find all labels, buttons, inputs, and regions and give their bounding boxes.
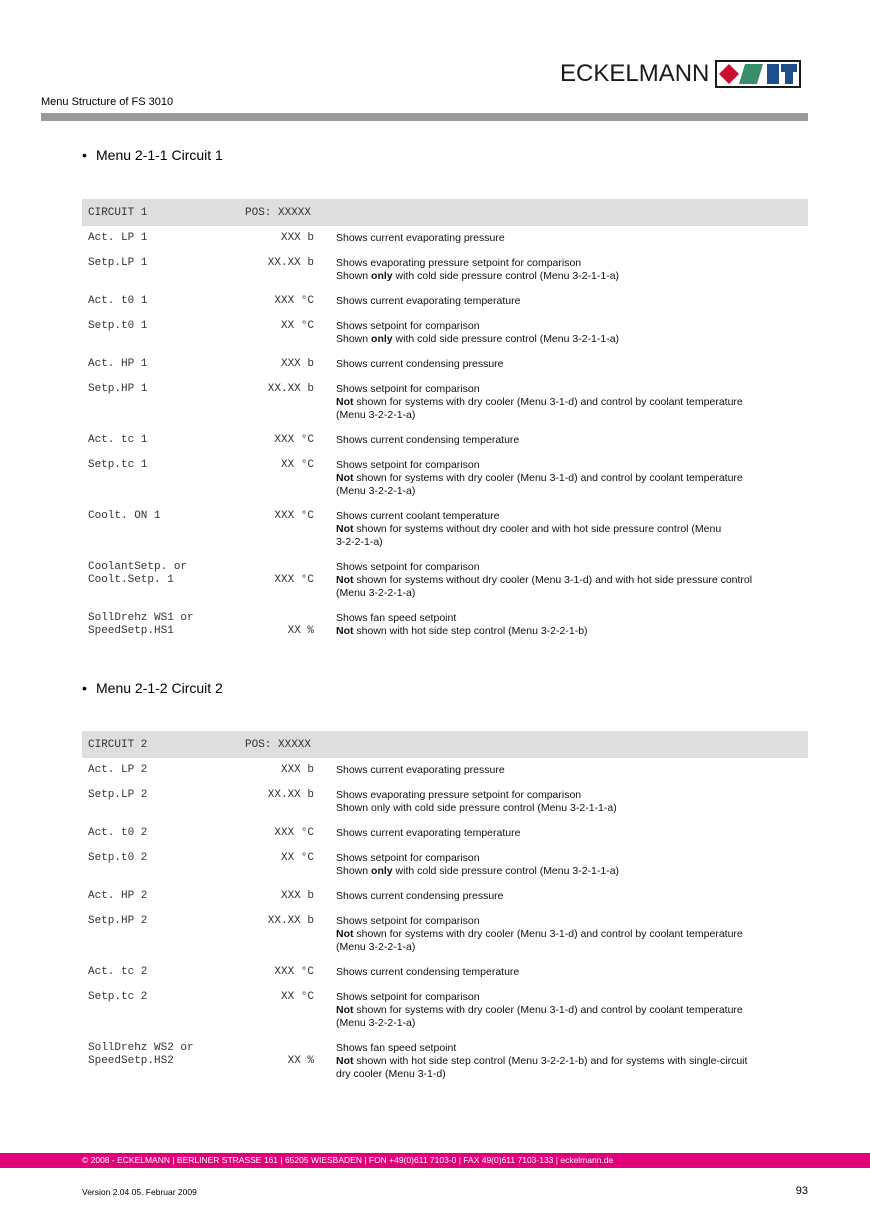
row-label: Act. HP 1 xyxy=(88,358,148,370)
brand-name: ECKELMANN xyxy=(560,60,710,87)
row-label: Setp.t0 2 xyxy=(88,852,148,864)
table-header-pos: POS: XXXXX xyxy=(245,739,312,751)
section-title-circuit-1 xyxy=(82,147,223,163)
row-description xyxy=(336,890,806,903)
row-value: XXX b xyxy=(280,358,314,370)
description-line: Shown only with cold side pressure control (Menu 3-2-1-1-a) xyxy=(336,802,617,814)
menu-table-circuit-1 xyxy=(82,199,808,637)
description-line: 3-2-2-1-a) xyxy=(336,536,383,548)
table-header xyxy=(82,199,808,226)
table-row xyxy=(82,789,808,815)
bullet-icon: • xyxy=(82,147,87,163)
table-row xyxy=(82,991,808,1030)
description-line: dry cooler (Menu 3-1-d) xyxy=(336,1068,446,1080)
table-row xyxy=(82,434,808,447)
table-row xyxy=(82,1042,808,1081)
table-header-label: CIRCUIT 2 xyxy=(88,739,148,751)
row-label: Act. t0 2 xyxy=(88,827,148,839)
description-line: Shows setpoint for comparison xyxy=(336,991,480,1003)
row-description xyxy=(336,232,806,245)
row-description xyxy=(336,789,806,815)
row-value: XXX °C xyxy=(274,295,314,307)
row-label: Setp.tc 1 xyxy=(88,459,148,471)
row-label: Act. HP 2 xyxy=(88,890,148,902)
row-value: XXX b xyxy=(280,232,314,244)
description-line: Shows current evaporating pressure xyxy=(336,232,505,244)
row-label: SollDrehz WS1 or SpeedSetp.HS1 xyxy=(88,612,194,637)
row-description xyxy=(336,612,806,638)
page-number: 93 xyxy=(795,1185,808,1197)
description-line: Not shown with hot side step control (Menu 3-2-2-1-b) and for systems with single-circuit xyxy=(336,1055,748,1067)
description-line: Shows current evaporating temperature xyxy=(336,827,521,839)
description-line: Not shown for systems without dry cooler (Menu 3-1-d) and with hot side pressure control xyxy=(336,574,753,586)
row-description xyxy=(336,561,806,600)
row-value: XXX °C xyxy=(274,510,314,522)
description-line: Shows current evaporating pressure xyxy=(336,764,505,776)
table-header-label: CIRCUIT 1 xyxy=(88,207,148,219)
row-label: Setp.HP 2 xyxy=(88,915,148,927)
row-value: XXX °C xyxy=(274,827,314,839)
description-line: Shows setpoint for comparison xyxy=(336,852,480,864)
description-line: Shows fan speed setpoint xyxy=(336,1042,457,1054)
table-row xyxy=(82,561,808,600)
row-label: Act. LP 2 xyxy=(88,764,148,776)
row-value: XXX °C xyxy=(274,966,314,978)
table-row xyxy=(82,257,808,283)
description-line: Not shown for systems with dry cooler (Menu 3-1-d) and control by coolant temperature xyxy=(336,928,743,940)
row-description xyxy=(336,459,806,498)
row-label: Act. t0 1 xyxy=(88,295,148,307)
table-row xyxy=(82,827,808,840)
row-description xyxy=(336,827,806,840)
row-label: Setp.tc 2 xyxy=(88,991,148,1003)
table-row xyxy=(82,295,808,308)
table-row xyxy=(82,358,808,371)
description-line: Not shown with hot side step control (Menu 3-2-2-1-b) xyxy=(336,625,588,637)
row-label: Act. LP 1 xyxy=(88,232,148,244)
description-line: Not shown for systems with dry cooler (Menu 3-1-d) and control by coolant temperature xyxy=(336,1004,743,1016)
description-line: (Menu 3-2-2-1-a) xyxy=(336,941,416,953)
description-line: Shows current condensing pressure xyxy=(336,358,504,370)
description-line: Shown only with cold side pressure control (Menu 3-2-1-1-a) xyxy=(336,333,620,345)
section-title-text: Menu 2-1-2 Circuit 2 xyxy=(96,680,223,696)
description-line: Shows setpoint for comparison xyxy=(336,383,480,395)
row-value: XX % xyxy=(287,1055,314,1067)
row-description xyxy=(336,915,806,954)
bullet-icon: • xyxy=(82,680,87,696)
table-row xyxy=(82,320,808,346)
brand-mark-icon xyxy=(715,60,801,88)
description-line: (Menu 3-2-2-1-a) xyxy=(336,1017,416,1029)
description-line: Shows setpoint for comparison xyxy=(336,561,480,573)
row-description xyxy=(336,358,806,371)
row-label: Act. tc 1 xyxy=(88,434,148,446)
table-row xyxy=(82,764,808,777)
section-title-text: Menu 2-1-1 Circuit 1 xyxy=(96,147,223,163)
row-description xyxy=(336,383,806,422)
running-title: Menu Structure of FS 3010 xyxy=(41,96,174,108)
description-line: Shows setpoint for comparison xyxy=(336,320,480,332)
table-row xyxy=(82,852,808,878)
table-row xyxy=(82,510,808,549)
description-line: Not shown for systems with dry cooler (Menu 3-1-d) and control by coolant temperature xyxy=(336,396,743,408)
row-value: XXX °C xyxy=(274,574,314,586)
row-label: Setp.HP 1 xyxy=(88,383,148,395)
table-row xyxy=(82,890,808,903)
description-line: Shows current coolant temperature xyxy=(336,510,500,522)
description-line: Shown only with cold side pressure control (Menu 3-2-1-1-a) xyxy=(336,865,620,877)
description-line: Shows current evaporating temperature xyxy=(336,295,521,307)
row-value: XX °C xyxy=(280,852,314,864)
row-value: XXX °C xyxy=(274,434,314,446)
version-info: Version 2.04 05. Februar 2009 xyxy=(82,1187,197,1197)
row-description xyxy=(336,1042,806,1081)
table-header-pos: POS: XXXXX xyxy=(245,207,312,219)
row-description xyxy=(336,852,806,878)
table-row xyxy=(82,966,808,979)
description-line: Not shown for systems with dry cooler (Menu 3-1-d) and control by coolant temperature xyxy=(336,472,743,484)
description-line: Not shown for systems without dry cooler and with hot side pressure control (Menu xyxy=(336,523,722,535)
row-value: XX °C xyxy=(280,991,314,1003)
footer-contact: © 2008 - ECKELMANN | BERLINER STRASSE 161 | 65205 WIESBADEN | FON +49(0)611 7103-0 | FAX 49(0)611 7103-133 | eckelmann.de xyxy=(82,1155,614,1165)
row-label: Setp.t0 1 xyxy=(88,320,148,332)
table-row xyxy=(82,459,808,498)
section-title-circuit-2 xyxy=(82,680,223,696)
row-label: Setp.LP 1 xyxy=(88,257,148,269)
table-row xyxy=(82,232,808,245)
row-value: XX °C xyxy=(280,320,314,332)
table-row xyxy=(82,383,808,422)
row-value: XX.XX b xyxy=(267,383,314,395)
row-description xyxy=(336,295,806,308)
row-label: Act. tc 2 xyxy=(88,966,148,978)
table-header xyxy=(82,731,808,758)
description-line: Shows evaporating pressure setpoint for comparison xyxy=(336,789,582,801)
menu-table-circuit-2 xyxy=(82,731,808,1080)
row-label: Coolt. ON 1 xyxy=(88,510,161,522)
eckelmann-logo xyxy=(560,60,801,88)
description-line: (Menu 3-2-2-1-a) xyxy=(336,485,416,497)
description-line: Shows current condensing temperature xyxy=(336,966,520,978)
table-row xyxy=(82,915,808,954)
row-value: XX °C xyxy=(280,459,314,471)
description-line: Shows current condensing temperature xyxy=(336,434,520,446)
table-row xyxy=(82,612,808,638)
row-label: Setp.LP 2 xyxy=(88,789,148,801)
row-value: XXX b xyxy=(280,764,314,776)
row-value: XX.XX b xyxy=(267,915,314,927)
row-description xyxy=(336,320,806,346)
row-description xyxy=(336,257,806,283)
row-description xyxy=(336,991,806,1030)
row-label: CoolantSetp. or Coolt.Setp. 1 xyxy=(88,561,188,586)
description-line: Shows current condensing pressure xyxy=(336,890,504,902)
row-description xyxy=(336,764,806,777)
description-line: Shows setpoint for comparison xyxy=(336,459,480,471)
row-value: XX.XX b xyxy=(267,257,314,269)
row-description xyxy=(336,966,806,979)
row-description xyxy=(336,434,806,447)
row-value: XXX b xyxy=(280,890,314,902)
header-divider xyxy=(41,113,808,121)
row-value: XX % xyxy=(287,625,314,637)
row-label: SollDrehz WS2 or SpeedSetp.HS2 xyxy=(88,1042,194,1067)
description-line: Shows fan speed setpoint xyxy=(336,612,457,624)
row-value: XX.XX b xyxy=(267,789,314,801)
description-line: Shows setpoint for comparison xyxy=(336,915,480,927)
footer-bar xyxy=(0,1153,870,1168)
description-line: (Menu 3-2-2-1-a) xyxy=(336,587,416,599)
description-line: Shown only with cold side pressure control (Menu 3-2-1-1-a) xyxy=(336,270,620,282)
description-line: Shows evaporating pressure setpoint for comparison xyxy=(336,257,582,269)
row-description xyxy=(336,510,806,549)
description-line: (Menu 3-2-2-1-a) xyxy=(336,409,416,421)
